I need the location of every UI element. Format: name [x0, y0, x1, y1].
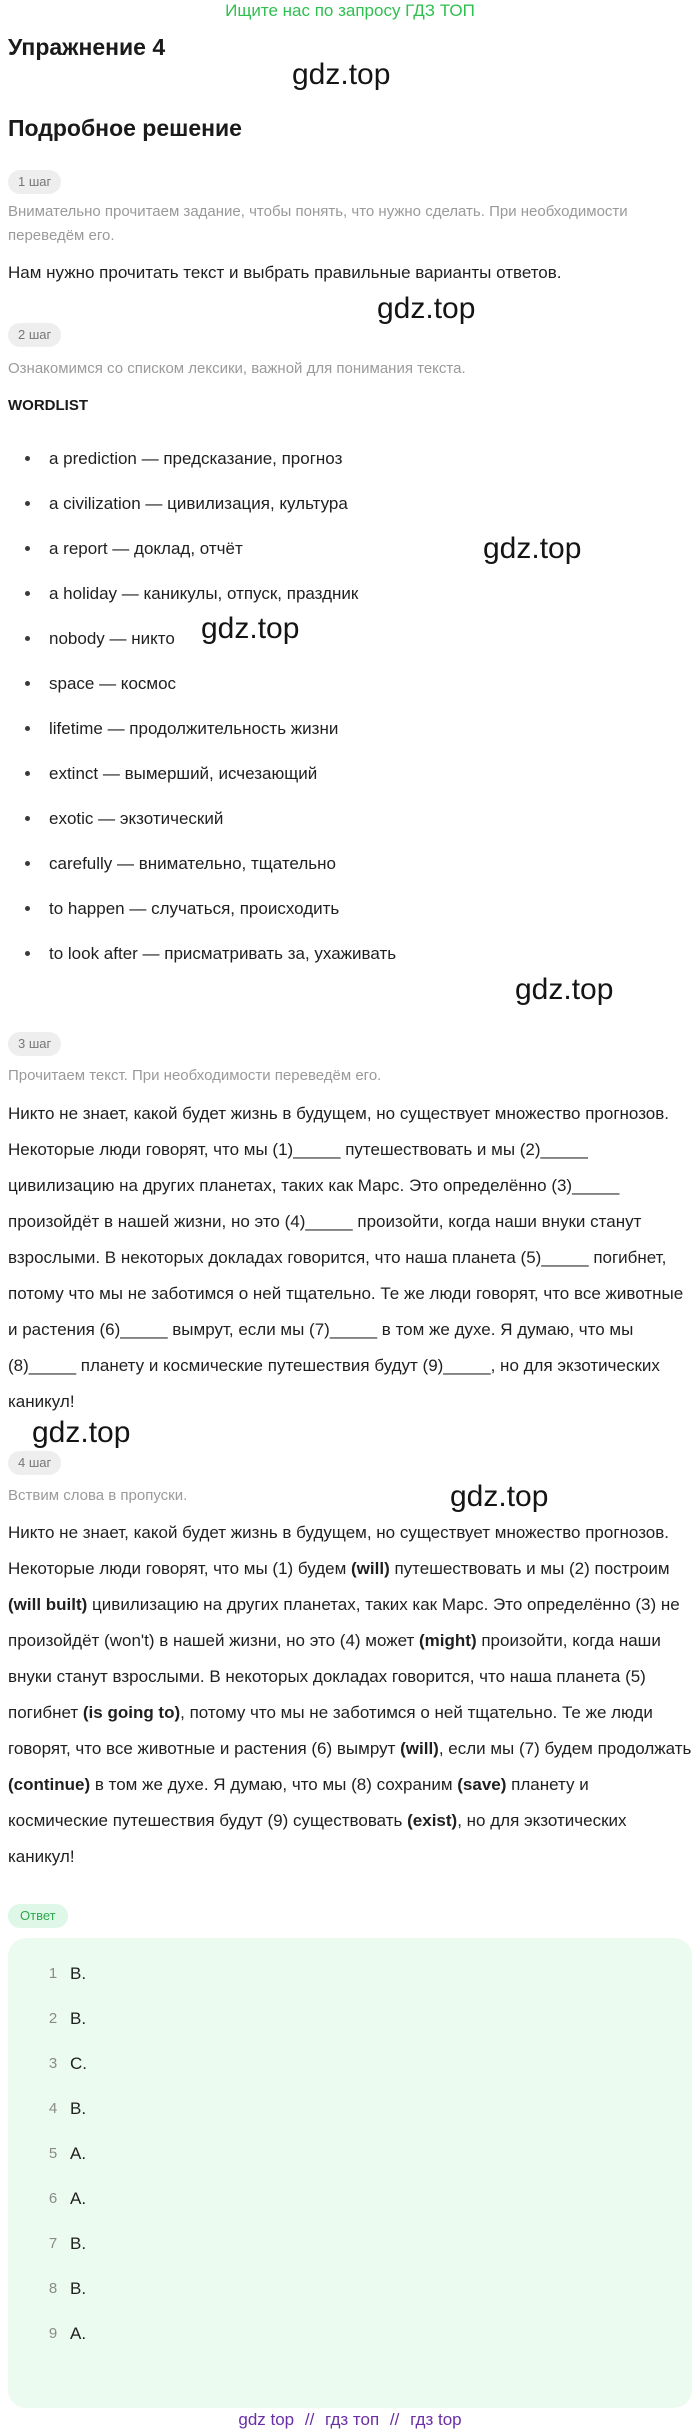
- bullet-icon: [25, 906, 30, 911]
- bullet-icon: [25, 951, 30, 956]
- step-text: Нам нужно прочитать текст и выбрать правильные варианты ответов.: [8, 263, 562, 282]
- bullet-icon: [25, 546, 30, 551]
- watermark-logo: gdz.top: [292, 58, 391, 91]
- answer-word: (is going to): [82, 1703, 181, 1722]
- bullet-icon: [25, 861, 30, 866]
- step-text: [8, 1515, 692, 1875]
- text-segment: Никто не знает, какой будет жизнь в будущем, но существует множество прогнозов. Некоторые люди говорят, что мы (1) будем: [8, 1523, 670, 1578]
- solution-heading: Подробное решение: [8, 115, 242, 141]
- answer-item: 3 C.: [48, 2054, 87, 2073]
- list-item: to happen — случаться, происходить: [0, 886, 700, 931]
- answer-item: 2 B.: [48, 2009, 87, 2028]
- answer-item: 4 B.: [48, 2099, 87, 2118]
- bullet-icon: [25, 816, 30, 821]
- footer-separator: //: [304, 2410, 315, 2429]
- watermark-logo: gdz.top: [201, 612, 300, 645]
- step-hint: Внимательно прочитаем задание, чтобы понять, что нужно сделать. При необходимости переведём его.: [8, 203, 628, 244]
- list-item: exotic — экзотический: [0, 796, 700, 841]
- answer-word: (will): [351, 1559, 390, 1578]
- text-segment: цивилизацию на других планетах, таких как Марс. Это определённо (3) не произойдёт (won't) в нашей жизни, но это (4) может: [8, 1595, 680, 1650]
- answer-list: [8, 1951, 692, 2356]
- text-segment: , но для экзотических каникул!: [8, 1811, 627, 1866]
- answer-word: (will): [400, 1739, 439, 1758]
- bullet-icon: [25, 726, 30, 731]
- search-banner[interactable]: Ищите нас по запросу ГДЗ ТОП: [225, 1, 475, 20]
- step-badge: 2 шаг: [8, 323, 61, 347]
- text-segment: произойти, когда наши внуки станут взрослыми. В некоторых докладах говорится, что наша планета (5) погибнет: [8, 1631, 661, 1722]
- step-badge: 3 шаг: [8, 1032, 61, 1056]
- text-segment: , если мы (7) будем продолжать: [438, 1739, 692, 1758]
- footer-link[interactable]: гдз топ: [325, 2410, 380, 2429]
- bullet-icon: [25, 591, 30, 596]
- answer-word: (continue): [8, 1775, 91, 1794]
- list-item: lifetime — продолжительность жизни: [0, 706, 700, 751]
- bullet-icon: [25, 636, 30, 641]
- watermark-logo: gdz.top: [450, 1480, 549, 1513]
- list-item: nobody — никто: [0, 616, 700, 661]
- list-item: extinct — вымерший, исчезающий: [0, 751, 700, 796]
- answer-item: 1 B.: [48, 1964, 87, 1983]
- list-item: a report — доклад, отчёт: [0, 526, 700, 571]
- answer-badge: Ответ: [8, 1904, 68, 1928]
- answer-item: 9 A.: [48, 2324, 87, 2343]
- step-hint: Прочитаем текст. При необходимости переведём его.: [8, 1067, 382, 1084]
- step-badge: 4 шаг: [8, 1451, 61, 1475]
- step-hint: Ознакомимся со списком лексики, важной для понимания текста.: [8, 360, 466, 377]
- watermark-logo: gdz.top: [32, 1416, 131, 1449]
- list-item: a holiday — каникулы, отпуск, праздник: [0, 571, 700, 616]
- answer-word: (exist): [407, 1811, 458, 1830]
- bullet-icon: [25, 771, 30, 776]
- list-item: space — космос: [0, 661, 700, 706]
- watermark-logo: gdz.top: [515, 973, 614, 1006]
- answer-word: (will built): [8, 1595, 88, 1614]
- answer-box: [8, 1938, 692, 2408]
- answer-item: 5 A.: [48, 2144, 87, 2163]
- answer-item: 8 B.: [48, 2279, 87, 2298]
- text-segment: , потому что мы не заботимся о ней тщательно. Те же люди говорят, что все животные и растения (6) вымрут: [8, 1703, 653, 1758]
- list-item: to look after — присматривать за, ухаживать: [0, 931, 700, 976]
- bullet-icon: [25, 681, 30, 686]
- wordlist-heading: WORDLIST: [8, 397, 88, 414]
- page-title: Упражнение 4: [8, 34, 166, 60]
- step-hint: Вствим слова в пропуски.: [8, 1487, 188, 1504]
- list-item: carefully — внимательно, тщательно: [0, 841, 700, 886]
- bullet-icon: [25, 501, 30, 506]
- text-segment: путешествовать и мы (2) построим: [389, 1559, 670, 1578]
- footer-link[interactable]: gdz top: [238, 2410, 295, 2429]
- bullet-icon: [25, 456, 30, 461]
- footer-separator: //: [389, 2410, 400, 2429]
- step-text: Никто не знает, какой будет жизнь в будущем, но существует множество прогнозов. Некоторые люди говорят, что мы (1)_____ путешествовать и мы (2)_____ цивилизацию на других планетах, таких как Марс. Это определённо (3)_____ произойдёт в нашей жизни, но это (4)_____ произойти, когда наши внуки станут взрослыми. В некоторых докладах говорится, что наша планета (5)_____ погибнет, потому что мы не заботимся о ней тщательно. Те же люди говорят, что все животные и растения (6)_____ вымрут, если мы (7)_____ в том же духе. Я думаю, что мы (8)_____ планету и космические путешествия будут (9)_____, но для экзотических каникул!: [8, 1104, 684, 1411]
- text-segment: в том же духе. Я думаю, что мы (8) сохраним: [90, 1775, 458, 1794]
- step-badge: 1 шаг: [8, 170, 61, 194]
- answer-item: 6 A.: [48, 2189, 87, 2208]
- footer-link[interactable]: гдз top: [410, 2410, 462, 2429]
- wordlist: [0, 436, 700, 976]
- list-item: a civilization — цивилизация, культура: [0, 481, 700, 526]
- watermark-logo: gdz.top: [483, 532, 582, 565]
- answer-word: (might): [419, 1631, 477, 1650]
- watermark-logo: gdz.top: [377, 292, 476, 325]
- answer-word: (save): [457, 1775, 507, 1794]
- answer-item: 7 B.: [48, 2234, 87, 2253]
- text-segment: планету и космические путешествия будут (9) существовать: [8, 1775, 589, 1830]
- footer-links: [0, 2412, 700, 2428]
- list-item: a prediction — предсказание, прогноз: [0, 436, 700, 481]
